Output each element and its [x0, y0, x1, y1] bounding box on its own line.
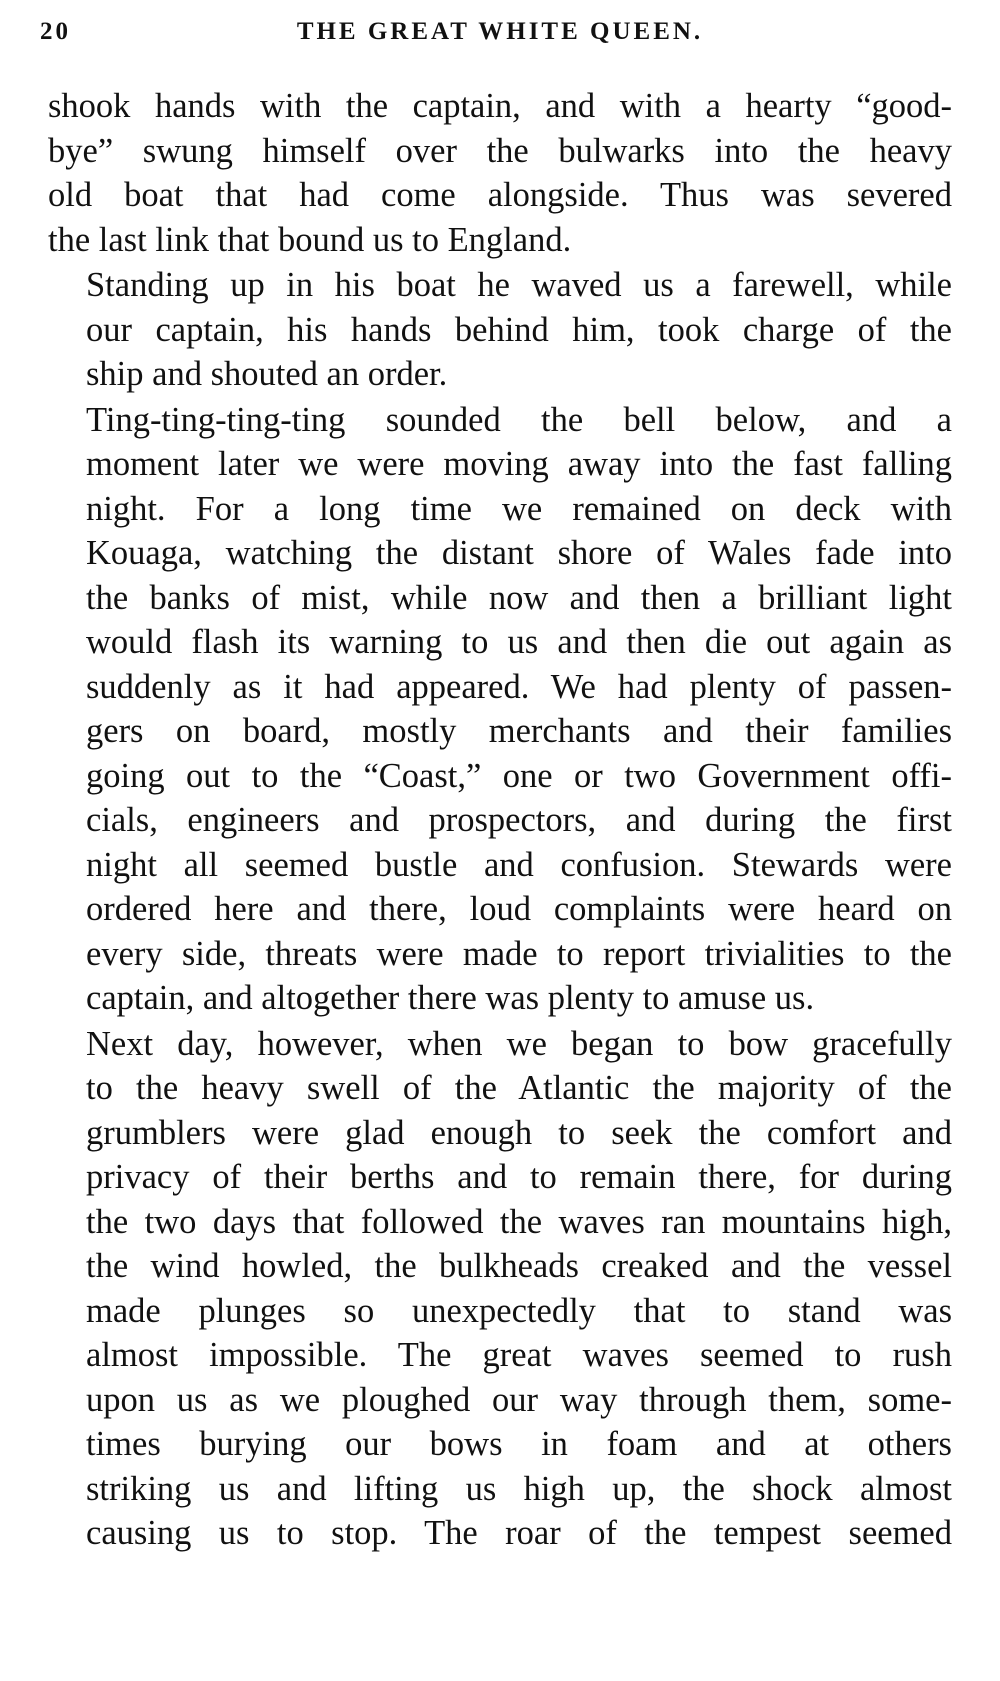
text-line: causing us to stop. The roar of the tempest seemed	[86, 1514, 952, 1552]
text-line: captain, and altogether there was plenty to amuse us.	[86, 979, 815, 1017]
text-line: old boat that had come alongside. Thus was severed	[48, 176, 952, 214]
text-line: grumblers were glad enough to seek the comfort and	[86, 1113, 952, 1152]
body-text	[48, 84, 952, 1556]
running-title: THE GREAT WHITE QUEEN.	[296, 18, 704, 45]
text-line: almost impossible. The great waves seemed to rush	[86, 1336, 952, 1374]
text-line: shook hands with the captain, and with a hearty “good-	[48, 87, 952, 125]
text-line: the two days that followed the waves ran mountains high,	[86, 1202, 952, 1241]
text-line: Kouaga, watching the distant shore of Wales fade into	[86, 534, 952, 572]
text-line: privacy of their berths and to remain there, for during	[86, 1158, 952, 1196]
text-line: Standing up in his boat he waved us a farewell, while	[86, 266, 952, 304]
paragraph	[48, 84, 952, 262]
text-line: Next day, however, when we began to bow gracefully	[86, 1024, 952, 1063]
text-line: ordered here and there, loud complaints were heard on	[86, 890, 952, 928]
text-line: to the heavy swell of the Atlantic the majority of the	[86, 1069, 952, 1107]
text-line: the last link that bound us to England.	[48, 220, 572, 259]
text-line: going out to the “Coast,” one or two Government offi-	[86, 756, 952, 795]
paragraph	[48, 398, 952, 1021]
text-line: gers on board, mostly merchants and their families	[86, 712, 952, 750]
page-number: 20	[40, 18, 71, 45]
text-line: upon us as we ploughed our way through them, some-	[86, 1380, 952, 1419]
text-line: made plunges so unexpectedly that to stand was	[86, 1291, 952, 1330]
text-line: Ting-ting-ting-ting sounded the bell below, and a	[86, 400, 952, 439]
text-line: would flash its warning to us and then die out again as	[86, 623, 952, 661]
text-line: moment later we were moving away into the fast falling	[86, 445, 952, 483]
text-line: the banks of mist, while now and then a brilliant light	[86, 578, 952, 617]
text-line: night all seemed bustle and confusion. Stewards were	[86, 845, 952, 884]
text-line: times burying our bows in foam and at others	[86, 1425, 952, 1463]
text-line: every side, threats were made to report trivialities to the	[86, 934, 952, 973]
text-line: ship and shouted an order.	[86, 355, 448, 393]
text-line: night. For a long time we remained on deck with	[86, 489, 952, 528]
text-line: suddenly as it had appeared. We had plenty of passen-	[86, 667, 952, 706]
text-line: our captain, his hands behind him, took charge of the	[86, 310, 952, 349]
text-line: the wind howled, the bulkheads creaked and the vessel	[86, 1247, 952, 1285]
text-line: bye” swung himself over the bulwarks into the heavy	[48, 131, 952, 170]
text-line: striking us and lifting us high up, the shock almost	[86, 1469, 952, 1508]
paragraph	[48, 263, 952, 397]
text-line: cials, engineers and prospectors, and during the first	[86, 801, 952, 839]
running-head	[40, 10, 952, 54]
book-page	[40, 10, 952, 1557]
paragraph	[48, 1022, 952, 1556]
